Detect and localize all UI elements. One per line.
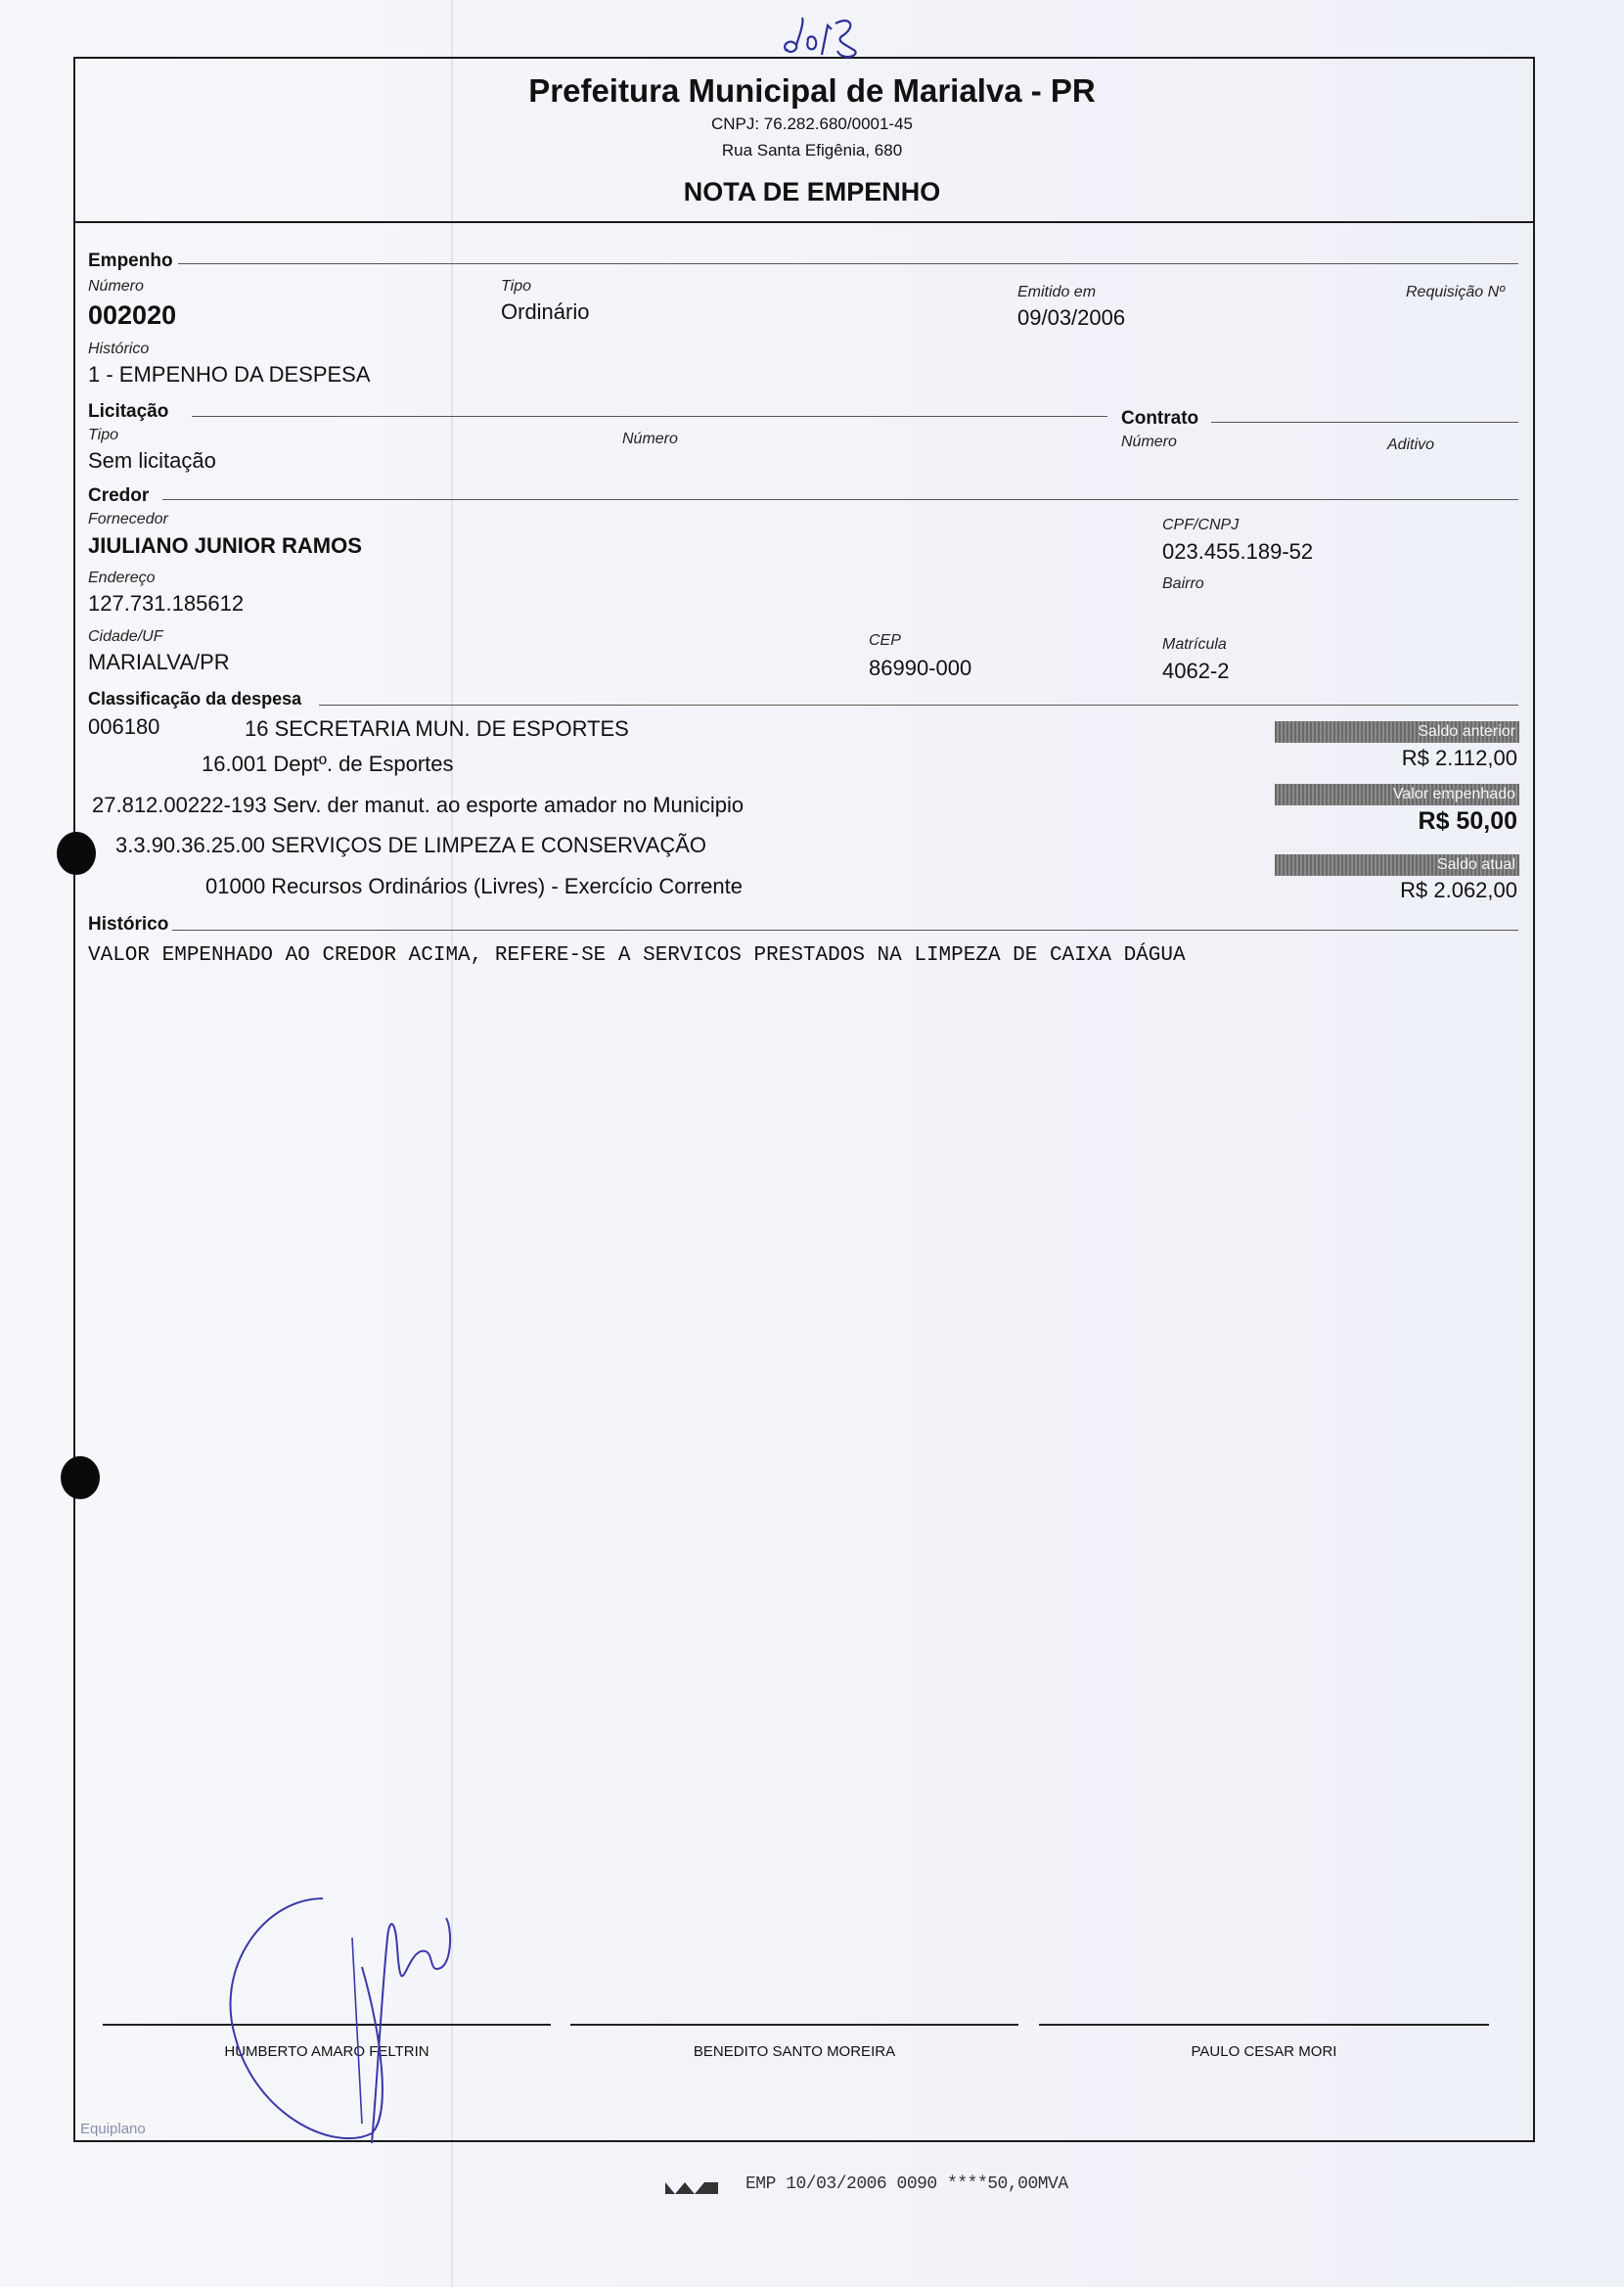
section-contrato-rule (1211, 422, 1518, 423)
empenho-numero: 002020 (88, 300, 177, 330)
cidade-value: MARIALVA/PR (88, 650, 230, 674)
empenho-historico-label: Histórico (88, 341, 150, 357)
licitacao-tipo: Sem licitação (88, 448, 216, 473)
header-cnpj: CNPJ: 76.282.680/0001-45 (710, 114, 914, 133)
stamp-logo-icon (663, 2176, 720, 2200)
licitacao-numero-label: Número (622, 431, 678, 447)
valor-empenhado-label: Valor empenhado (1275, 784, 1519, 805)
classificacao-fonte: 01000 Recursos Ordinários (Livres) - Exercício Corrente (205, 874, 743, 898)
document-title: NOTA DE EMPENHO (683, 177, 941, 206)
footer-brand: Equiplano (80, 2121, 146, 2137)
section-historico: Histórico (88, 914, 169, 935)
saldo-atual-label: Saldo atual (1275, 854, 1519, 876)
saldo-anterior-label: Saldo anterior (1275, 721, 1519, 743)
punch-hole-top (57, 832, 96, 875)
stamp-text: EMP 10/03/2006 0090 ****50,00MVA (745, 2174, 1068, 2194)
fornecedor-name: JIULIANO JUNIOR RAMOS (88, 533, 362, 558)
empenho-numero-label: Número (88, 278, 144, 295)
handwritten-signature (196, 1879, 489, 2163)
valor-empenhado-value: R$ 50,00 (1418, 807, 1517, 835)
stamp-mark (663, 2176, 720, 2200)
signatory-3: PAULO CESAR MORI (1191, 2043, 1337, 2060)
cpf-label: CPF/CNPJ (1162, 517, 1240, 533)
matricula-value: 4062-2 (1162, 659, 1230, 683)
saldo-atual-value: R$ 2.062,00 (1400, 878, 1517, 902)
section-credor-rule (162, 499, 1518, 500)
signature-line-3 (1039, 2024, 1489, 2026)
section-empenho-rule (178, 263, 1518, 264)
requisicao-label: Requisição Nº (1406, 284, 1505, 300)
endereco-label: Endereço (88, 570, 156, 586)
classificacao-orgao: 16 SECRETARIA MUN. DE ESPORTES (245, 716, 629, 741)
section-licitacao-rule (192, 416, 1107, 417)
signatory-1: HUMBERTO AMARO FELTRIN (224, 2043, 429, 2060)
section-contrato: Contrato (1121, 408, 1199, 429)
cep-label: CEP (869, 632, 901, 649)
header-address: Rua Santa Efigênia, 680 (721, 141, 903, 160)
licitacao-tipo-label: Tipo (88, 427, 118, 443)
section-historico-rule (172, 930, 1518, 931)
section-classificacao: Classificação da despesa (88, 689, 302, 709)
signatory-2: BENEDITO SANTO MOREIRA (693, 2043, 896, 2060)
punch-hole-bottom (61, 1456, 100, 1499)
empenho-emitido-label: Emitido em (1017, 284, 1097, 300)
historico-text: VALOR EMPENHADO AO CREDOR ACIMA, REFERE-SE A SERVICOS PRESTADOS NA LIMPEZA DE CAIXA DÁGUA (88, 944, 1186, 967)
cidade-label: Cidade/UF (88, 628, 163, 645)
header-divider (75, 221, 1533, 223)
signature-line-2 (570, 2024, 1018, 2026)
section-credor: Credor (88, 485, 150, 506)
section-licitacao: Licitação (88, 401, 169, 422)
endereco-value: 127.731.185612 (88, 591, 245, 616)
classificacao-code: 006180 (88, 714, 160, 739)
page-title: Prefeitura Municipal de Marialva - PR (528, 72, 1096, 109)
section-empenho: Empenho (88, 251, 173, 271)
empenho-emitido: 09/03/2006 (1017, 305, 1126, 330)
contrato-aditivo-label: Aditivo (1387, 436, 1435, 453)
saldo-anterior-value: R$ 2.112,00 (1401, 746, 1517, 770)
bairro-label: Bairro (1162, 575, 1204, 592)
classificacao-funcional: 27.812.00222-193 Serv. der manut. ao esporte amador no Municipio (92, 793, 744, 817)
contrato-numero-label: Número (1121, 434, 1177, 450)
empenho-historico: 1 - EMPENHO DA DESPESA (88, 362, 371, 387)
classificacao-unidade: 16.001 Deptº. de Esportes (202, 752, 454, 776)
classificacao-elemento: 3.3.90.36.25.00 SERVIÇOS DE LIMPEZA E CONSERVAÇÃO (115, 833, 707, 857)
fornecedor-label: Fornecedor (88, 511, 168, 527)
empenho-tipo: Ordinário (501, 299, 590, 324)
section-classificacao-rule (319, 705, 1518, 706)
cep-value: 86990-000 (869, 656, 972, 680)
handwritten-year (779, 12, 877, 66)
empenho-tipo-label: Tipo (501, 278, 531, 295)
cpf-value: 023.455.189-52 (1162, 539, 1314, 564)
matricula-label: Matrícula (1162, 636, 1227, 653)
signature-drawing (196, 1879, 489, 2163)
handwritten-year-drawing (779, 12, 877, 66)
